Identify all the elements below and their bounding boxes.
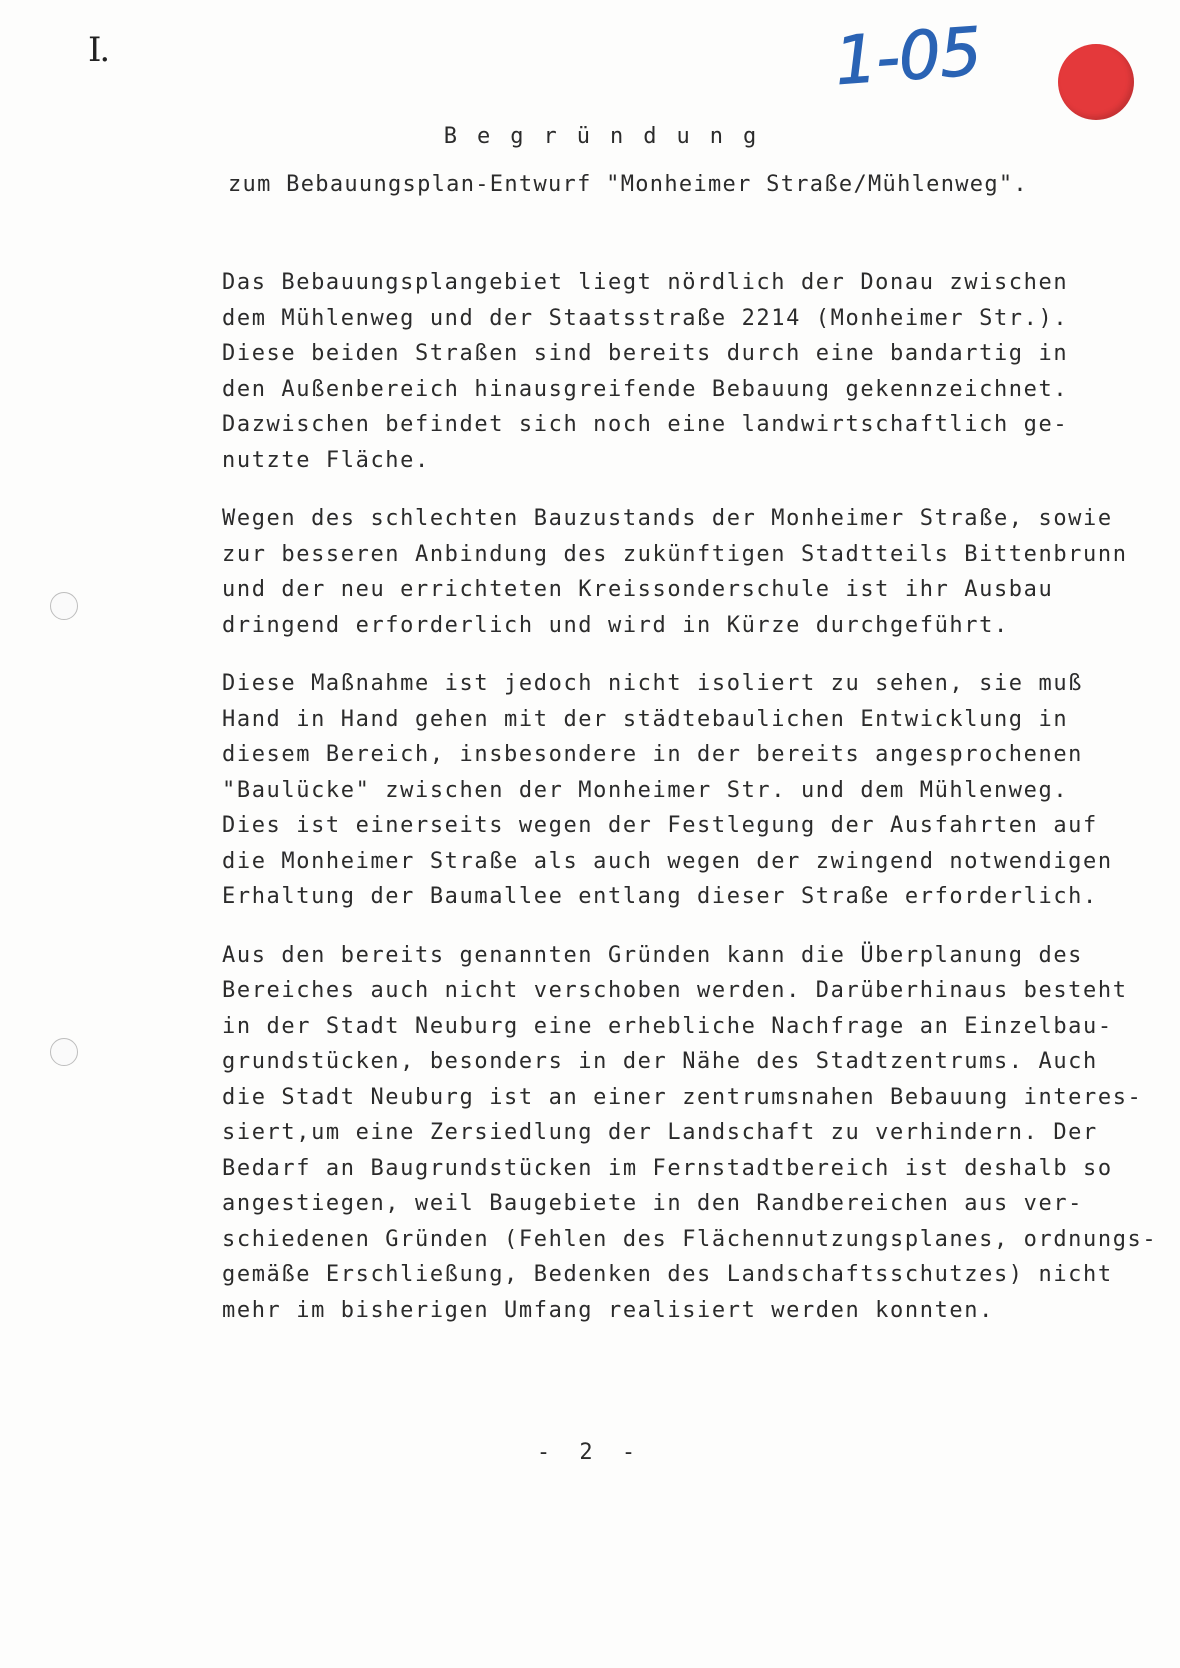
punch-hole [50, 592, 78, 620]
document-body [222, 265, 1158, 1351]
paragraph-3: Diese Maßnahme ist jedoch nicht isoliert zu sehen, sie muß Hand in Hand gehen mit der städtebaulichen Entwicklung in diesem Bereich, insbesondere in der bereits angesprochenen "Baulücke" zwischen der Monheimer Str. und dem Mühlenweg. Dies ist einerseits wegen der Festlegung der Ausfahrten auf die Monheimer Straße als auch wegen der zwingend notwendigen Erhaltung der Baumallee entlang dieser Straße erforderlich. [222, 671, 1113, 909]
red-sticker-dot [1058, 44, 1134, 120]
page-number: - 2 - [536, 1440, 644, 1465]
punch-hole [50, 1038, 78, 1066]
corner-mark: I. [88, 30, 109, 70]
paragraph-4: Aus den bereits genannten Gründen kann die Überplanung des Bereiches auch nicht verschoben werden. Darüberhinaus besteht in der Stadt Neuburg eine erhebliche Nachfrage an Einzelbau- grundstücken, besonders in der Nähe des Stadtzentrums. Auch die Stadt Neuburg ist an einer zentrumsnahen Bebauung interes- siert,um eine Zersiedlung der Landschaft zu verhindern. Der Bedarf an Baugrundstücken im Fernstadtbereich ist deshalb so angestiegen, weil Baugebiete in den Randbereichen aus ver- schiedenen Gründen (Fehlen des Flächennutzungsplanes, ordnungs- gemäße Erschließung, Bedenken des Landschaftsschutzes) nicht mehr im bisherigen Umfang realisiert werden konnten. [222, 942, 1158, 1323]
paragraph-1: Das Bebauungsplangebiet liegt nördlich der Donau zwischen dem Mühlenweg und der Staatsstraße 2214 (Monheimer Str.). Diese beiden Straßen sind bereits durch eine bandartig in den Außenbereich hinausgreifende Bebauung gekennzeichnet. Dazwischen befindet sich noch eine landwirtschaftlich ge- nutzte Fläche. [222, 270, 1069, 473]
handwritten-reference-number: 1-05 [832, 13, 984, 100]
paragraph-2: Wegen des schlechten Bauzustands der Monheimer Straße, sowie zur besseren Anbindung des zukünftigen Stadtteils Bittenbrunn und der neu errichteten Kreissonderschule ist ihr Ausbau dringend erforderlich und wird in Kürze durchgeführt. [222, 506, 1128, 638]
document-subtitle: zum Bebauungsplan-Entwurf "Monheimer Straße/Mühlenweg". [228, 172, 1028, 197]
document-title: Begründung [443, 124, 777, 149]
